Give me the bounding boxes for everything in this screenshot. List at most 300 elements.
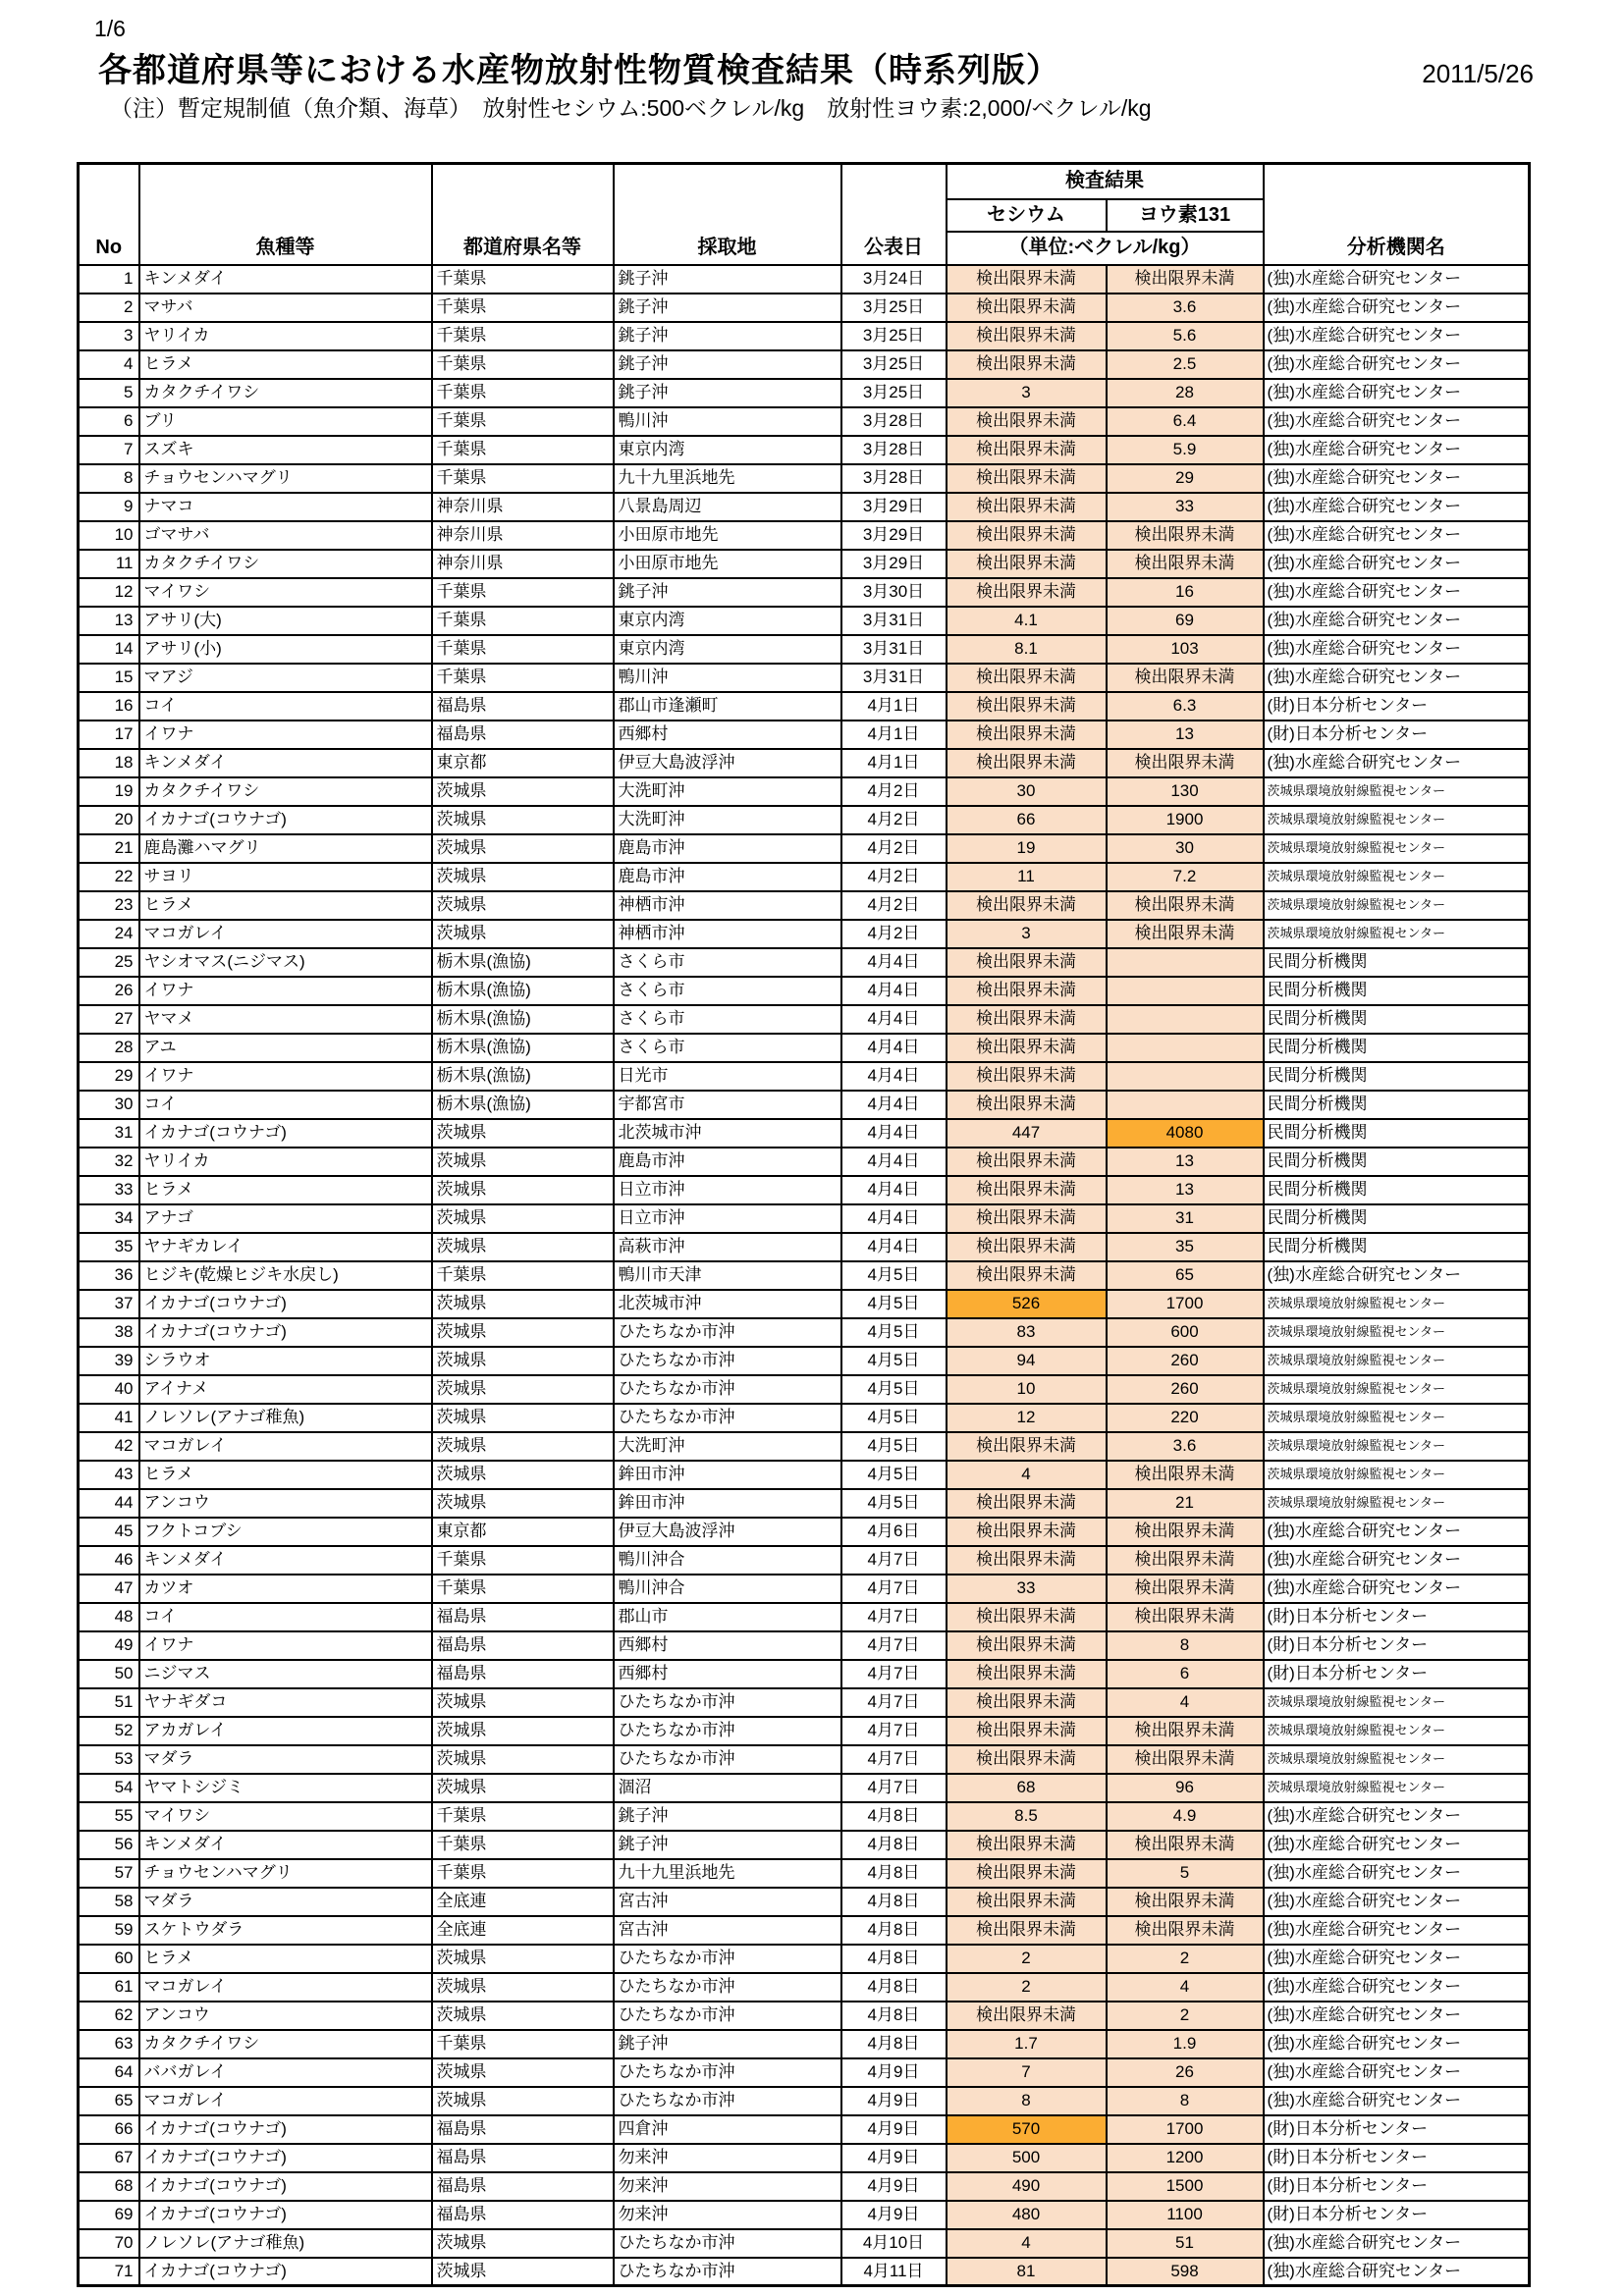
cell-no: 41 [79, 1404, 139, 1432]
table-row [79, 1005, 1530, 1034]
cell-cs: 83 [947, 1318, 1107, 1347]
table-row [79, 2058, 1530, 2087]
cell-i131: 2.5 [1107, 350, 1264, 379]
cell-org: 茨城県環境放射線監視センター [1264, 1347, 1530, 1375]
cell-loc: 銚子沖 [614, 379, 841, 407]
cell-loc: 鴨川沖 [614, 664, 841, 692]
cell-no: 12 [79, 578, 139, 607]
cell-no: 15 [79, 664, 139, 692]
cell-i131: 検出限界未満 [1107, 1888, 1264, 1916]
cell-date: 4月4日 [841, 1204, 947, 1233]
cell-species: イカナゴ(コウナゴ) [139, 1290, 432, 1318]
cell-i131: 2 [1107, 2002, 1264, 2030]
cell-org: 民間分析機関 [1264, 1005, 1530, 1034]
cell-loc: 九十九里浜地先 [614, 464, 841, 493]
cell-i131: 検出限界未満 [1107, 1831, 1264, 1859]
table-row [79, 2002, 1530, 2030]
cell-loc: 鉾田市沖 [614, 1489, 841, 1518]
cell-date: 4月7日 [841, 1745, 947, 1774]
cell-no: 44 [79, 1489, 139, 1518]
cell-species: ナマコ [139, 493, 432, 521]
cell-loc: 伊豆大島波浮沖 [614, 1518, 841, 1546]
cell-loc: 銚子沖 [614, 1831, 841, 1859]
cell-org: (独)水産総合研究センター [1264, 1888, 1530, 1916]
cell-org: 民間分析機関 [1264, 1062, 1530, 1091]
cell-cs: 検出限界未満 [947, 948, 1107, 977]
cell-i131: 260 [1107, 1375, 1264, 1404]
cell-date: 4月8日 [841, 1859, 947, 1888]
table-row [79, 1973, 1530, 2002]
cell-loc: 郡山市 [614, 1603, 841, 1631]
cell-pref: 千葉県 [432, 2030, 614, 2058]
table-row [79, 1148, 1530, 1176]
regulation-note: （注）暫定規制値（魚介類、海草） 放射性セシウム:500ベクレル/kg 放射性ヨウ素:2,000/ベクレル/kg [110, 95, 1152, 121]
cell-pref: 千葉県 [432, 1831, 614, 1859]
cell-pref: 茨城県 [432, 920, 614, 948]
table-row [79, 1774, 1530, 1802]
cell-pref: 千葉県 [432, 294, 614, 322]
cell-i131: 検出限界未満 [1107, 891, 1264, 920]
cell-species: スケトウダラ [139, 1916, 432, 1945]
cell-pref: 茨城県 [432, 1204, 614, 1233]
cell-pref: 茨城県 [432, 1318, 614, 1347]
cell-cs: 81 [947, 2258, 1107, 2286]
cell-date: 4月9日 [841, 2201, 947, 2229]
cell-pref: 茨城県 [432, 1461, 614, 1489]
col-header-location: 採取地 [614, 164, 841, 265]
cell-i131: 8 [1107, 1631, 1264, 1660]
cell-species: コイ [139, 692, 432, 721]
cell-no: 65 [79, 2087, 139, 2115]
cell-cs: 検出限界未満 [947, 294, 1107, 322]
cell-org: (独)水産総合研究センター [1264, 578, 1530, 607]
cell-species: アカガレイ [139, 1717, 432, 1745]
cell-org: (独)水産総合研究センター [1264, 1575, 1530, 1603]
cell-species: マコガレイ [139, 2087, 432, 2115]
cell-date: 4月2日 [841, 777, 947, 806]
cell-no: 2 [79, 294, 139, 322]
cell-i131 [1107, 1005, 1264, 1034]
cell-species: イワナ [139, 1062, 432, 1091]
cell-org: (独)水産総合研究センター [1264, 550, 1530, 578]
cell-loc: さくら市 [614, 948, 841, 977]
cell-i131: 28 [1107, 379, 1264, 407]
cell-date: 4月4日 [841, 1119, 947, 1148]
cell-no: 53 [79, 1745, 139, 1774]
cell-no: 19 [79, 777, 139, 806]
cell-date: 3月25日 [841, 294, 947, 322]
cell-loc: ひたちなか市沖 [614, 2087, 841, 2115]
col-header-unit: （単位:ベクレル/kg） [947, 232, 1264, 265]
cell-i131: 2 [1107, 1945, 1264, 1973]
cell-species: ヒラメ [139, 1461, 432, 1489]
table-row [79, 1204, 1530, 1233]
cell-date: 4月5日 [841, 1432, 947, 1461]
cell-species: マイワシ [139, 1802, 432, 1831]
cell-cs: 検出限界未満 [947, 407, 1107, 436]
table-row [79, 806, 1530, 834]
cell-pref: 東京都 [432, 1518, 614, 1546]
table-row [79, 1802, 1530, 1831]
cell-cs: 検出限界未満 [947, 1034, 1107, 1062]
cell-cs: 検出限界未満 [947, 977, 1107, 1005]
cell-date: 4月4日 [841, 1091, 947, 1119]
cell-species: ヤリイカ [139, 1148, 432, 1176]
cell-species: イワナ [139, 721, 432, 749]
cell-species: シラウオ [139, 1347, 432, 1375]
cell-species: サヨリ [139, 863, 432, 891]
cell-i131: 3.6 [1107, 1432, 1264, 1461]
cell-org: 茨城県環境放射線監視センター [1264, 777, 1530, 806]
cell-pref: 茨城県 [432, 1347, 614, 1375]
cell-cs: 検出限界未満 [947, 1204, 1107, 1233]
cell-i131: 検出限界未満 [1107, 1546, 1264, 1575]
cell-date: 4月7日 [841, 1717, 947, 1745]
cell-no: 38 [79, 1318, 139, 1347]
cell-no: 7 [79, 436, 139, 464]
table-row [79, 1119, 1530, 1148]
cell-species: ヤマメ [139, 1005, 432, 1034]
col-header-result-group: 検査結果 [947, 164, 1264, 199]
table-row [79, 2258, 1530, 2286]
cell-pref: 茨城県 [432, 1404, 614, 1432]
cell-org: (独)水産総合研究センター [1264, 1518, 1530, 1546]
cell-loc: ひたちなか市沖 [614, 2258, 841, 2286]
cell-no: 62 [79, 2002, 139, 2030]
cell-pref: 千葉県 [432, 1546, 614, 1575]
cell-no: 70 [79, 2229, 139, 2258]
cell-org: (独)水産総合研究センター [1264, 1261, 1530, 1290]
cell-no: 21 [79, 834, 139, 863]
cell-cs: 検出限界未満 [947, 749, 1107, 777]
cell-species: マコガレイ [139, 1973, 432, 2002]
cell-org: (独)水産総合研究センター [1264, 379, 1530, 407]
cell-no: 40 [79, 1375, 139, 1404]
cell-cs: 検出限界未満 [947, 1745, 1107, 1774]
cell-i131 [1107, 1034, 1264, 1062]
cell-date: 4月5日 [841, 1347, 947, 1375]
cell-no: 51 [79, 1688, 139, 1717]
cell-i131: 29 [1107, 464, 1264, 493]
cell-pref: 千葉県 [432, 265, 614, 294]
cell-i131: 検出限界未満 [1107, 1916, 1264, 1945]
cell-pref: 千葉県 [432, 607, 614, 635]
cell-date: 4月10日 [841, 2229, 947, 2258]
cell-cs: 検出限界未満 [947, 1233, 1107, 1261]
cell-species: カタクチイワシ [139, 2030, 432, 2058]
cell-i131: 4 [1107, 1973, 1264, 2002]
cell-i131 [1107, 977, 1264, 1005]
cell-cs: 検出限界未満 [947, 1717, 1107, 1745]
cell-species: カタクチイワシ [139, 379, 432, 407]
cell-loc: ひたちなか市沖 [614, 2002, 841, 2030]
cell-species: マコガレイ [139, 920, 432, 948]
cell-cs: 66 [947, 806, 1107, 834]
cell-loc: 宮古沖 [614, 1916, 841, 1945]
cell-date: 3月31日 [841, 635, 947, 664]
cell-loc: 勿来沖 [614, 2172, 841, 2201]
cell-cs: 3 [947, 379, 1107, 407]
cell-org: 茨城県環境放射線監視センター [1264, 1318, 1530, 1347]
table-row [79, 1745, 1530, 1774]
cell-org: (財)日本分析センター [1264, 1631, 1530, 1660]
table-row [79, 721, 1530, 749]
cell-species: ノレソレ(アナゴ稚魚) [139, 2229, 432, 2258]
table-row [79, 464, 1530, 493]
cell-pref: 茨城県 [432, 1973, 614, 2002]
cell-no: 68 [79, 2172, 139, 2201]
cell-cs: 検出限界未満 [947, 1148, 1107, 1176]
table-row [79, 436, 1530, 464]
cell-org: 茨城県環境放射線監視センター [1264, 1432, 1530, 1461]
table-row [79, 1859, 1530, 1888]
table-row [79, 1404, 1530, 1432]
table-row [79, 407, 1530, 436]
cell-no: 29 [79, 1062, 139, 1091]
cell-loc: さくら市 [614, 977, 841, 1005]
page-number: 1/6 [94, 16, 126, 41]
cell-loc: 九十九里浜地先 [614, 1859, 841, 1888]
cell-loc: 高萩市沖 [614, 1233, 841, 1261]
cell-org: 茨城県環境放射線監視センター [1264, 1745, 1530, 1774]
cell-species: ヤナギカレイ [139, 1233, 432, 1261]
cell-cs: 検出限界未満 [947, 1432, 1107, 1461]
cell-pref: 茨城県 [432, 1119, 614, 1148]
cell-date: 4月4日 [841, 1005, 947, 1034]
table-row [79, 1233, 1530, 1261]
cell-no: 56 [79, 1831, 139, 1859]
cell-species: ノレソレ(アナゴ稚魚) [139, 1404, 432, 1432]
cell-i131: 7.2 [1107, 863, 1264, 891]
cell-cs: 4.1 [947, 607, 1107, 635]
cell-org: 茨城県環境放射線監視センター [1264, 834, 1530, 863]
cell-pref: 神奈川県 [432, 550, 614, 578]
cell-species: アユ [139, 1034, 432, 1062]
cell-org: (独)水産総合研究センター [1264, 493, 1530, 521]
cell-date: 3月25日 [841, 350, 947, 379]
cell-org: (独)水産総合研究センター [1264, 1973, 1530, 2002]
cell-cs: 検出限界未満 [947, 1888, 1107, 1916]
cell-cs: 検出限界未満 [947, 1518, 1107, 1546]
cell-species: フクトコブシ [139, 1518, 432, 1546]
cell-org: 茨城県環境放射線監視センター [1264, 1774, 1530, 1802]
cell-no: 1 [79, 265, 139, 294]
cell-pref: 茨城県 [432, 1489, 614, 1518]
cell-pref: 茨城県 [432, 1432, 614, 1461]
cell-date: 4月11日 [841, 2258, 947, 2286]
table-row [79, 1603, 1530, 1631]
cell-i131: 35 [1107, 1233, 1264, 1261]
cell-no: 45 [79, 1518, 139, 1546]
cell-species: ニジマス [139, 1660, 432, 1688]
cell-loc: ひたちなか市沖 [614, 2229, 841, 2258]
cell-date: 4月9日 [841, 2115, 947, 2144]
cell-i131: 13 [1107, 1148, 1264, 1176]
cell-pref: 茨城県 [432, 863, 614, 891]
cell-species: カツオ [139, 1575, 432, 1603]
cell-pref: 千葉県 [432, 464, 614, 493]
col-header-institution: 分析機関名 [1264, 164, 1530, 265]
cell-no: 25 [79, 948, 139, 977]
cell-cs: 570 [947, 2115, 1107, 2144]
cell-no: 11 [79, 550, 139, 578]
cell-species: ヤナギダコ [139, 1688, 432, 1717]
table-row [79, 920, 1530, 948]
cell-loc: ひたちなか市沖 [614, 1745, 841, 1774]
cell-species: アサリ(小) [139, 635, 432, 664]
cell-org: 茨城県環境放射線監視センター [1264, 1290, 1530, 1318]
cell-species: イカナゴ(コウナゴ) [139, 2144, 432, 2172]
table-row [79, 1062, 1530, 1091]
cell-cs: 検出限界未満 [947, 1062, 1107, 1091]
cell-cs: 8 [947, 2087, 1107, 2115]
cell-cs: 7 [947, 2058, 1107, 2087]
cell-loc: 大洗町沖 [614, 777, 841, 806]
cell-cs: 検出限界未満 [947, 1688, 1107, 1717]
table-row [79, 749, 1530, 777]
cell-org: (独)水産総合研究センター [1264, 464, 1530, 493]
cell-date: 3月28日 [841, 436, 947, 464]
cell-date: 3月29日 [841, 550, 947, 578]
cell-org: (独)水産総合研究センター [1264, 294, 1530, 322]
cell-org: (独)水産総合研究センター [1264, 265, 1530, 294]
cell-i131: 8 [1107, 2087, 1264, 2115]
table-row [79, 2229, 1530, 2258]
cell-cs: 検出限界未満 [947, 1546, 1107, 1575]
cell-org: (財)日本分析センター [1264, 2201, 1530, 2229]
cell-i131: 5 [1107, 1859, 1264, 1888]
cell-no: 67 [79, 2144, 139, 2172]
cell-date: 4月7日 [841, 1603, 947, 1631]
cell-pref: 茨城県 [432, 1688, 614, 1717]
table-row [79, 2030, 1530, 2058]
cell-pref: 千葉県 [432, 1261, 614, 1290]
cell-species: イカナゴ(コウナゴ) [139, 1119, 432, 1148]
cell-no: 39 [79, 1347, 139, 1375]
cell-no: 4 [79, 350, 139, 379]
cell-no: 58 [79, 1888, 139, 1916]
cell-pref: 千葉県 [432, 578, 614, 607]
cell-org: 茨城県環境放射線監視センター [1264, 1489, 1530, 1518]
cell-date: 4月8日 [841, 1916, 947, 1945]
cell-species: マコガレイ [139, 1432, 432, 1461]
cell-i131: 69 [1107, 607, 1264, 635]
cell-date: 3月30日 [841, 578, 947, 607]
cell-date: 4月4日 [841, 1233, 947, 1261]
cell-date: 4月4日 [841, 1062, 947, 1091]
cell-date: 4月1日 [841, 692, 947, 721]
table-row [79, 550, 1530, 578]
cell-cs: 検出限界未満 [947, 1859, 1107, 1888]
cell-org: (独)水産総合研究センター [1264, 436, 1530, 464]
col-header-iodine: ヨウ素131 [1107, 199, 1264, 232]
cell-loc: 西郷村 [614, 1660, 841, 1688]
cell-org: 民間分析機関 [1264, 1176, 1530, 1204]
cell-species: コイ [139, 1603, 432, 1631]
cell-pref: 神奈川県 [432, 521, 614, 550]
cell-species: マダラ [139, 1745, 432, 1774]
cell-i131: 21 [1107, 1489, 1264, 1518]
cell-pref: 茨城県 [432, 891, 614, 920]
cell-pref: 千葉県 [432, 1802, 614, 1831]
cell-cs: 30 [947, 777, 1107, 806]
cell-loc: 東京内湾 [614, 607, 841, 635]
cell-cs: 10 [947, 1375, 1107, 1404]
cell-species: アナゴ [139, 1204, 432, 1233]
cell-species: ブリ [139, 407, 432, 436]
table-row [79, 834, 1530, 863]
table-row [79, 1290, 1530, 1318]
cell-cs: 480 [947, 2201, 1107, 2229]
cell-pref: 福島県 [432, 721, 614, 749]
cell-i131: 51 [1107, 2229, 1264, 2258]
cell-loc: さくら市 [614, 1034, 841, 1062]
cell-i131: 検出限界未満 [1107, 1575, 1264, 1603]
cell-cs: 検出限界未満 [947, 521, 1107, 550]
cell-date: 4月9日 [841, 2172, 947, 2201]
cell-date: 3月29日 [841, 521, 947, 550]
cell-species: キンメダイ [139, 265, 432, 294]
cell-org: 茨城県環境放射線監視センター [1264, 1717, 1530, 1745]
table-row [79, 1091, 1530, 1119]
cell-org: 茨城県環境放射線監視センター [1264, 806, 1530, 834]
cell-pref: 茨城県 [432, 806, 614, 834]
col-header-prefecture: 都道府県名等 [432, 164, 614, 265]
cell-date: 4月4日 [841, 948, 947, 977]
table-row [79, 948, 1530, 977]
cell-i131: 130 [1107, 777, 1264, 806]
table-row [79, 493, 1530, 521]
cell-cs: 19 [947, 834, 1107, 863]
cell-loc: 東京内湾 [614, 635, 841, 664]
cell-i131: 103 [1107, 635, 1264, 664]
cell-org: (独)水産総合研究センター [1264, 664, 1530, 692]
cell-org: 民間分析機関 [1264, 1091, 1530, 1119]
cell-loc: 大洗町沖 [614, 1432, 841, 1461]
cell-i131: 検出限界未満 [1107, 749, 1264, 777]
cell-cs: 8.1 [947, 635, 1107, 664]
cell-cs: 8.5 [947, 1802, 1107, 1831]
cell-no: 31 [79, 1119, 139, 1148]
cell-species: アンコウ [139, 1489, 432, 1518]
cell-no: 18 [79, 749, 139, 777]
cell-species: ヒラメ [139, 350, 432, 379]
cell-pref: 福島県 [432, 692, 614, 721]
cell-i131: 検出限界未満 [1107, 1461, 1264, 1489]
cell-no: 6 [79, 407, 139, 436]
table-row [79, 1546, 1530, 1575]
table-row [79, 1432, 1530, 1461]
cell-date: 4月2日 [841, 920, 947, 948]
cell-pref: 茨城県 [432, 1774, 614, 1802]
cell-no: 69 [79, 2201, 139, 2229]
cell-i131: 220 [1107, 1404, 1264, 1432]
cell-cs: 検出限界未満 [947, 350, 1107, 379]
cell-loc: 伊豆大島波浮沖 [614, 749, 841, 777]
cell-species: ヒジキ(乾燥ヒジキ水戻し) [139, 1261, 432, 1290]
cell-i131: 検出限界未満 [1107, 265, 1264, 294]
cell-org: 民間分析機関 [1264, 1204, 1530, 1233]
cell-i131: 1100 [1107, 2201, 1264, 2229]
cell-pref: 茨城県 [432, 1290, 614, 1318]
cell-i131: 4 [1107, 1688, 1264, 1717]
cell-no: 64 [79, 2058, 139, 2087]
cell-no: 32 [79, 1148, 139, 1176]
cell-loc: 日光市 [614, 1062, 841, 1091]
cell-date: 4月9日 [841, 2144, 947, 2172]
cell-date: 4月8日 [841, 2002, 947, 2030]
cell-cs: 526 [947, 1290, 1107, 1318]
